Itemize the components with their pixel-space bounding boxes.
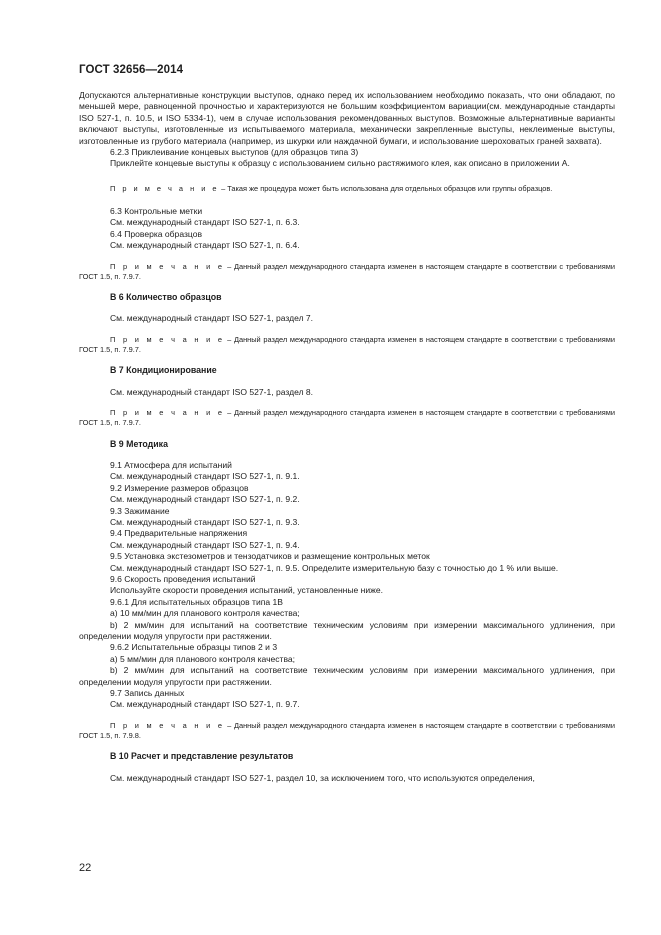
body-paragraph: См. международный стандарт ISO 527-1, п. 9.5. Определите измерительную базу с точностью до 1 % или выше. bbox=[110, 562, 559, 573]
note-paragraph bbox=[79, 721, 615, 741]
note-label: П р и м е ч а н и е bbox=[110, 720, 225, 730]
body-paragraph: 9.5 Установка экстезометров и тензодатчиков и размещение контрольных меток bbox=[110, 551, 430, 562]
body-paragraph: b) 2 мм/мин для испытаний на соответствие техническим условиям при измерении максимального удлинения, при определении модуля упругости при растяжении. bbox=[79, 665, 615, 687]
spacer bbox=[79, 194, 615, 206]
body-paragraph: 9.2 Измерение размеров образцов bbox=[110, 482, 249, 493]
spacer bbox=[79, 303, 615, 313]
note-text: – Данный раздел международного стандарта изменен в настоящем стандарте в соответствии с требованиями ГОСТ 1.5, п. 7.9.7. bbox=[79, 408, 615, 428]
body-paragraph: См. международный стандарт ISO 527-1, п. 9.7. bbox=[110, 699, 300, 710]
note-paragraph bbox=[79, 184, 615, 194]
body-paragraph: a) 5 мм/мин для планового контроля качества; bbox=[110, 653, 296, 664]
body-paragraph: См. международный стандарт ISO 527-1, раздел 10, за исключением того, что используются определения, bbox=[110, 772, 535, 783]
body-paragraph: 6.3 Контрольные метки bbox=[110, 206, 203, 217]
section-heading: В 7 Кондиционирование bbox=[110, 365, 217, 376]
body-paragraph: Приклейте концевые выступы к образцу с использованием сильно растяжимого клея, как описано в приложении А. bbox=[110, 158, 570, 169]
body-paragraph: См. международный стандарт ISO 527-1, п. 9.1. bbox=[110, 471, 300, 482]
body-paragraph: См. международный стандарт ISO 527-1, п. 9.4. bbox=[110, 539, 300, 550]
body-paragraph: b) 2 мм/мин для испытаний на соответствие техническим условиям при измерении максимального удлинения, при определении модуля упругости при растяжении. bbox=[79, 619, 615, 642]
note-paragraph bbox=[79, 335, 615, 355]
body-paragraph: См. международный стандарт ISO 527-1, п. 9.3. bbox=[110, 516, 300, 527]
spacer bbox=[79, 377, 615, 387]
section-heading: В 6 Количество образцов bbox=[110, 292, 222, 303]
body-paragraph: 9.6.2 Испытательные образцы типов 2 и 3 bbox=[110, 642, 278, 653]
body-paragraph: См. международный стандарт ISO 527-1, раздел 8. bbox=[110, 386, 314, 397]
document-header: ГОСТ 32656—2014 bbox=[79, 64, 184, 76]
body-paragraph: 9.3 Зажимание bbox=[110, 505, 170, 516]
body-paragraph: 9.1 Атмосфера для испытаний bbox=[110, 459, 232, 470]
body-paragraph: Допускаются альтернативные конструкции выступов, однако перед их использованием необходимо показать, что они обладают, по меньшей мере, равноценной прочностью и характеризуются не большим коэффициентом вариации(см. международные стандарты ISO 527-1, п. 10.5, и ISO 5334-1), чем в случае использования рекомендованных выступов. Возможные альтернативные варианты включают выступы, изготовленные из испытываемого материала, механически закрепленные выступы, неклеименые выступы, изготовленные из грубого материала (например, из шкурки или наждачной бумаги, и использование шероховатых граней захвата). bbox=[79, 90, 615, 146]
page-number: 22 bbox=[79, 862, 92, 874]
body-paragraph: Используйте скорости проведения испытаний, установленные ниже. bbox=[110, 585, 383, 596]
body-paragraph: 9.6 Скорость проведения испытаний bbox=[110, 573, 256, 584]
spacer bbox=[79, 355, 615, 365]
body-paragraph: См. международный стандарт ISO 527-1, п. 6.4. bbox=[110, 240, 300, 251]
spacer bbox=[79, 429, 615, 439]
note-paragraph bbox=[79, 262, 615, 282]
body-paragraph: 9.6.1 Для испытательных образцов типа 1В bbox=[110, 596, 283, 607]
note-text: – Такая же процедура может быть использована для отдельных образцов или группы образцов. bbox=[219, 183, 553, 193]
body-paragraph: См. международный стандарт ISO 527-1, раздел 7. bbox=[110, 313, 314, 324]
document-body bbox=[79, 90, 615, 784]
section-heading: В 10 Расчет и представление результатов bbox=[110, 751, 294, 762]
section-heading: В 9 Методика bbox=[110, 438, 168, 449]
body-paragraph: 6.2.3 Приклеивание концевых выступов (для образцов типа 3) bbox=[110, 147, 359, 158]
body-paragraph: См. международный стандарт ISO 527-1, п. 9.2. bbox=[110, 494, 300, 505]
spacer bbox=[79, 398, 615, 408]
spacer bbox=[79, 170, 615, 184]
note-label: П р и м е ч а н и е bbox=[110, 334, 225, 344]
spacer bbox=[79, 741, 615, 751]
note-paragraph bbox=[79, 408, 615, 428]
spacer bbox=[79, 450, 615, 460]
spacer bbox=[79, 282, 615, 292]
note-text: – Данный раздел международного стандарта изменен в настоящем стандарте в соответствии с требованиями ГОСТ 1.5, п. 7.9.7. bbox=[79, 334, 615, 355]
spacer bbox=[79, 763, 615, 773]
body-paragraph: См. международный стандарт ISO 527-1, п. 6.3. bbox=[110, 217, 300, 228]
note-text: – Данный раздел международного стандарта изменен в настоящем стандарте в соответствии с требованиями ГОСТ 1.5, п. 7.9.8. bbox=[79, 720, 615, 741]
body-paragraph: 9.7 Запись данных bbox=[110, 688, 185, 699]
note-text: – Данный раздел международного стандарта изменен в настоящем стандарте в соответствии с требованиями ГОСТ 1.5, п. 7.9.7. bbox=[79, 261, 615, 281]
spacer bbox=[79, 325, 615, 335]
spacer bbox=[79, 252, 615, 262]
note-label: П р и м е ч а н и е bbox=[110, 408, 225, 418]
body-paragraph: a) 10 мм/мин для планового контроля качества; bbox=[110, 608, 300, 619]
body-paragraph: 6.4 Проверка образцов bbox=[110, 228, 202, 239]
body-paragraph: 9.4 Предварительные напряжения bbox=[110, 528, 248, 539]
note-label: П р и м е ч а н и е bbox=[110, 183, 220, 193]
note-label: П р и м е ч а н и е bbox=[110, 261, 225, 271]
spacer bbox=[79, 711, 615, 721]
